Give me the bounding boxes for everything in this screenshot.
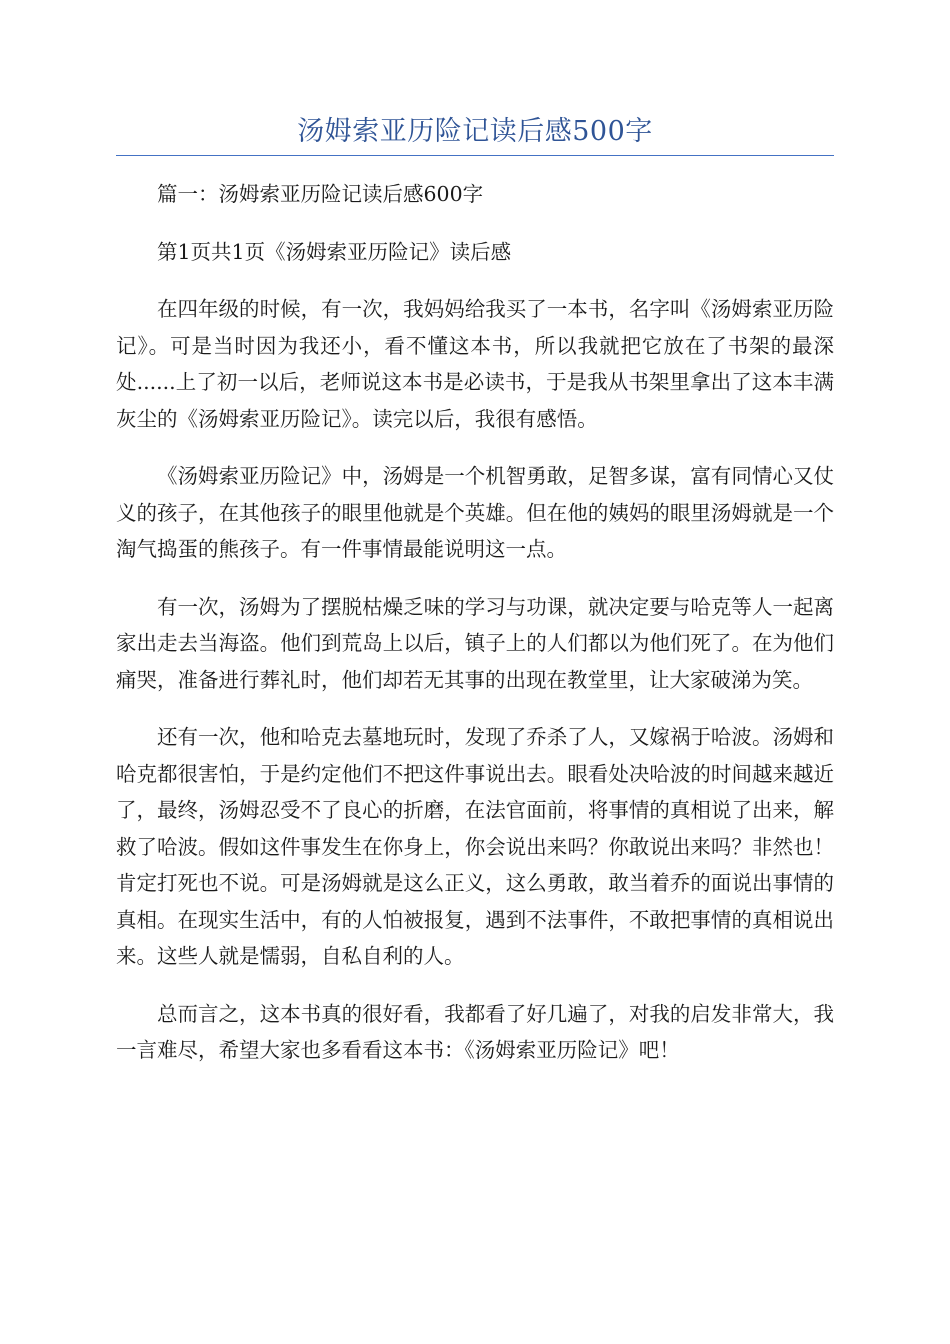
document-body (116, 176, 834, 1090)
paragraph-section-heading: 篇一：汤姆索亚历险记读后感600字 (157, 182, 484, 206)
paragraph: 《汤姆索亚历险记》中，汤姆是一个机智勇敢，足智多谋，富有同情心又仗义的孩子，在其他孩子的眼里他就是个英雄。但在他的姨妈的眼里汤姆就是一个淘气捣蛋的熊孩子。有一件事情最能说明这一点。 (116, 464, 834, 561)
document-title: 汤姆索亚历险记读后感500字 (297, 116, 653, 147)
paragraph: 还有一次，他和哈克去墓地玩时，发现了乔杀了人，又嫁祸于哈波。汤姆和哈克都很害怕，于是约定他们不把这件事说出去。眼看处决哈波的时间越来越近了，最终，汤姆忍受不了良心的折磨，在法官面前，将事情的真相说了出来，解救了哈波。假如这件事发生在你身上，你会说出来吗？你敢说出来吗？非然也！肯定打死也不说。可是汤姆就是这么正义，这么勇敢，敢当着乔的面说出事情的真相。在现实生活中，有的人怕被报复，遇到不法事件，不敢把事情的真相说出来。这些人就是懦弱，自私自利的人。 (116, 725, 834, 968)
title-underline (116, 155, 834, 156)
paragraph: 总而言之，这本书真的很好看，我都看了好几遍了，对我的启发非常大，我一言难尽，希望大家也多看看这本书：《汤姆索亚历险记》吧！ (116, 1001, 834, 1062)
paragraph: 在四年级的时候，有一次，我妈妈给我买了一本书，名字叫《汤姆索亚历险记》。可是当时因为我还小，看不懂这本书，所以我就把它放在了书架的最深处......上了初一以后，老师说这本书是必读书，于是我从书架里拿出了这本丰满灰尘的《汤姆索亚历险记》。读完以后，我很有感悟。 (116, 297, 834, 431)
paragraph-page-info: 第1页共1页《汤姆索亚历险记》读后感 (157, 239, 512, 264)
paragraph: 有一次，汤姆为了摆脱枯燥乏味的学习与功课，就决定要与哈克等人一起离家出走去当海盗。他们到荒岛上以后，镇子上的人们都以为他们死了。在为他们痛哭，准备进行葬礼时，他们却若无其事的出现在教堂里，让大家破涕为笑。 (116, 594, 834, 692)
